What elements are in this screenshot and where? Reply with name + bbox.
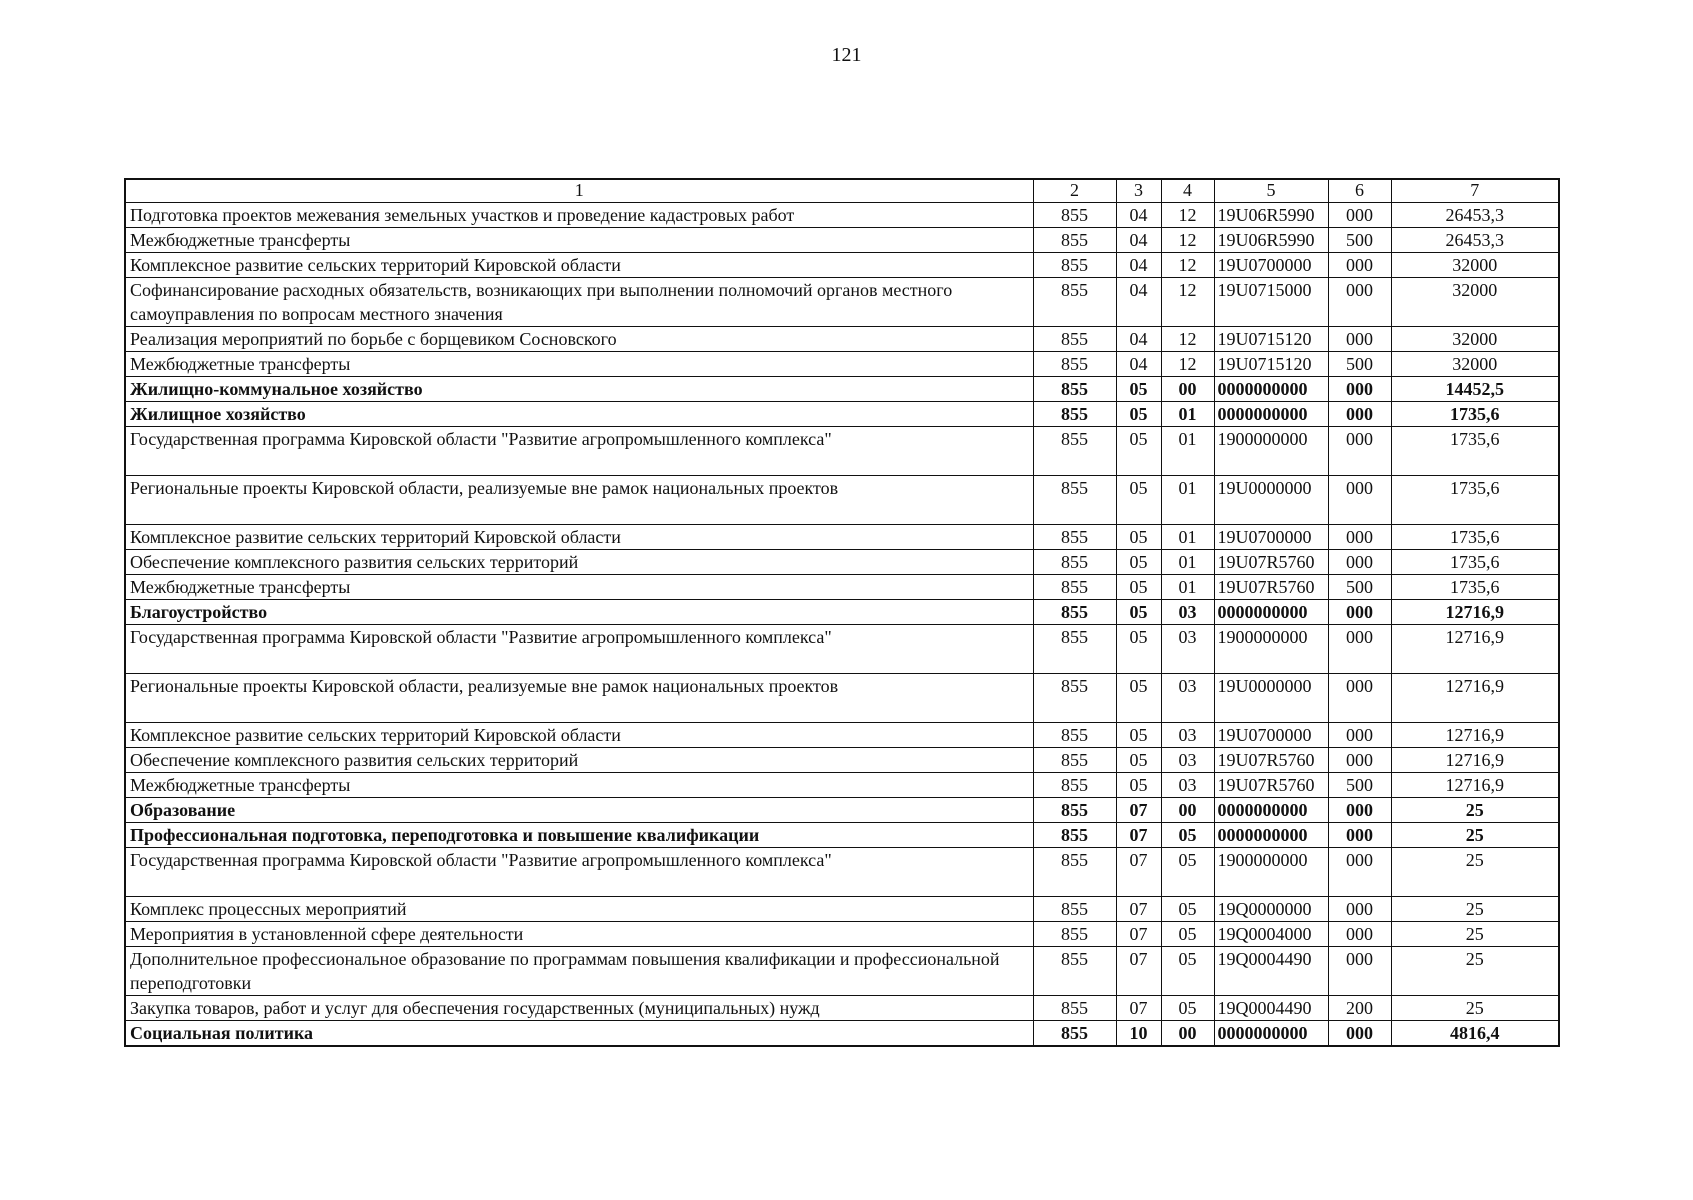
row-amount: 12716,9 [1391,625,1559,674]
header-col-7: 7 [1391,179,1559,203]
row-ministry-code: 855 [1033,848,1116,897]
row-name: Подготовка проектов межевания земельных участков и проведение кадастровых работ [125,203,1033,228]
row-amount: 1735,6 [1391,525,1559,550]
row-name: Государственная программа Кировской области "Развитие агропромышленного комплекса" [125,427,1033,476]
row-ministry-code: 855 [1033,600,1116,625]
row-expense-type-code: 000 [1328,427,1391,476]
row-section-code: 05 [1116,402,1161,427]
row-expense-type-code: 000 [1328,377,1391,402]
table-row [125,848,1559,897]
row-section-code: 04 [1116,278,1161,327]
table-row [125,600,1559,625]
row-expense-type-code: 000 [1328,402,1391,427]
row-amount: 1735,6 [1391,476,1559,525]
row-target-code: 19U0700000 [1214,253,1328,278]
row-expense-type-code: 500 [1328,773,1391,798]
row-target-code: 19U0715120 [1214,327,1328,352]
row-section-code: 07 [1116,848,1161,897]
row-target-code: 0000000000 [1214,823,1328,848]
table-row [125,798,1559,823]
row-section-code: 10 [1116,1021,1161,1047]
row-expense-type-code: 000 [1328,897,1391,922]
row-name: Обеспечение комплексного развития сельских территорий [125,550,1033,575]
row-amount: 25 [1391,947,1559,996]
row-ministry-code: 855 [1033,1021,1116,1047]
row-target-code: 19U0000000 [1214,674,1328,723]
row-ministry-code: 855 [1033,674,1116,723]
row-expense-type-code: 500 [1328,575,1391,600]
table-row [125,625,1559,674]
row-amount: 1735,6 [1391,550,1559,575]
table-row [125,352,1559,377]
row-name: Софинансирование расходных обязательств, возникающих при выполнении полномочий органов местного самоуправления по вопросам местного значения [125,278,1033,327]
row-name: Государственная программа Кировской области "Развитие агропромышленного комплекса" [125,625,1033,674]
row-amount: 25 [1391,848,1559,897]
row-section-code: 04 [1116,253,1161,278]
row-target-code: 19Q0004000 [1214,922,1328,947]
row-subsection-code: 03 [1161,773,1214,798]
row-ministry-code: 855 [1033,922,1116,947]
row-subsection-code: 00 [1161,377,1214,402]
row-ministry-code: 855 [1033,253,1116,278]
row-target-code: 19U07R5760 [1214,575,1328,600]
row-section-code: 05 [1116,550,1161,575]
row-expense-type-code: 000 [1328,947,1391,996]
table-row [125,228,1559,253]
row-target-code: 19U0700000 [1214,525,1328,550]
row-ministry-code: 855 [1033,625,1116,674]
row-ministry-code: 855 [1033,203,1116,228]
row-subsection-code: 12 [1161,352,1214,377]
row-expense-type-code: 000 [1328,723,1391,748]
row-expense-type-code: 000 [1328,1021,1391,1047]
row-expense-type-code: 000 [1328,748,1391,773]
table-row [125,377,1559,402]
row-section-code: 05 [1116,377,1161,402]
header-col-6: 6 [1328,179,1391,203]
row-subsection-code: 01 [1161,575,1214,600]
row-name: Межбюджетные трансферты [125,228,1033,253]
table-row [125,1021,1559,1047]
table-row [125,947,1559,996]
row-name: Дополнительное профессиональное образование по программам повышения квалификации и профессиональной переподготовки [125,947,1033,996]
row-target-code: 19U0715120 [1214,352,1328,377]
row-target-code: 0000000000 [1214,600,1328,625]
row-expense-type-code: 000 [1328,674,1391,723]
row-ministry-code: 855 [1033,947,1116,996]
row-section-code: 05 [1116,575,1161,600]
table-row [125,748,1559,773]
row-section-code: 05 [1116,723,1161,748]
row-ministry-code: 855 [1033,525,1116,550]
table-row [125,525,1559,550]
header-col-1: 1 [125,179,1033,203]
row-name: Региональные проекты Кировской области, реализуемые вне рамок национальных проектов [125,674,1033,723]
row-section-code: 04 [1116,203,1161,228]
row-amount: 12716,9 [1391,600,1559,625]
row-expense-type-code: 000 [1328,600,1391,625]
row-subsection-code: 05 [1161,947,1214,996]
row-expense-type-code: 000 [1328,823,1391,848]
row-ministry-code: 855 [1033,550,1116,575]
table-row [125,996,1559,1021]
row-name: Комплекс процессных мероприятий [125,897,1033,922]
row-subsection-code: 03 [1161,625,1214,674]
row-subsection-code: 03 [1161,600,1214,625]
row-target-code: 19Q0004490 [1214,947,1328,996]
row-subsection-code: 12 [1161,278,1214,327]
row-expense-type-code: 000 [1328,550,1391,575]
table-row [125,476,1559,525]
row-amount: 32000 [1391,327,1559,352]
header-row [125,179,1559,203]
row-expense-type-code: 000 [1328,798,1391,823]
row-section-code: 07 [1116,947,1161,996]
row-section-code: 07 [1116,996,1161,1021]
row-amount: 12716,9 [1391,674,1559,723]
row-name: Жилищное хозяйство [125,402,1033,427]
row-subsection-code: 05 [1161,823,1214,848]
row-subsection-code: 01 [1161,402,1214,427]
row-section-code: 05 [1116,427,1161,476]
row-amount: 32000 [1391,278,1559,327]
row-ministry-code: 855 [1033,897,1116,922]
row-target-code: 19U0715000 [1214,278,1328,327]
row-section-code: 05 [1116,748,1161,773]
row-target-code: 19U07R5760 [1214,550,1328,575]
table-row [125,402,1559,427]
row-amount: 1735,6 [1391,427,1559,476]
row-expense-type-code: 000 [1328,327,1391,352]
row-expense-type-code: 500 [1328,352,1391,377]
row-section-code: 07 [1116,823,1161,848]
row-subsection-code: 00 [1161,1021,1214,1047]
row-amount: 25 [1391,922,1559,947]
row-name: Профессиональная подготовка, переподготовка и повышение квалификации [125,823,1033,848]
row-amount: 25 [1391,897,1559,922]
row-target-code: 0000000000 [1214,798,1328,823]
row-amount: 1735,6 [1391,402,1559,427]
header-col-5: 5 [1214,179,1328,203]
row-amount: 12716,9 [1391,723,1559,748]
row-amount: 25 [1391,996,1559,1021]
row-subsection-code: 05 [1161,922,1214,947]
row-expense-type-code: 500 [1328,228,1391,253]
row-subsection-code: 12 [1161,327,1214,352]
row-section-code: 05 [1116,625,1161,674]
row-subsection-code: 01 [1161,476,1214,525]
table-row [125,897,1559,922]
row-target-code: 19Q0004490 [1214,996,1328,1021]
header-col-4: 4 [1161,179,1214,203]
row-expense-type-code: 000 [1328,848,1391,897]
row-section-code: 07 [1116,798,1161,823]
table-row [125,922,1559,947]
row-name: Комплексное развитие сельских территорий Кировской области [125,525,1033,550]
row-target-code: 19U0000000 [1214,476,1328,525]
row-subsection-code: 05 [1161,848,1214,897]
row-target-code: 19U0700000 [1214,723,1328,748]
row-subsection-code: 03 [1161,748,1214,773]
row-subsection-code: 01 [1161,525,1214,550]
row-expense-type-code: 000 [1328,476,1391,525]
row-target-code: 19U07R5760 [1214,773,1328,798]
row-name: Комплексное развитие сельских территорий Кировской области [125,723,1033,748]
table-row [125,550,1559,575]
row-target-code: 19U07R5760 [1214,748,1328,773]
row-name: Межбюджетные трансферты [125,352,1033,377]
row-amount: 14452,5 [1391,377,1559,402]
row-ministry-code: 855 [1033,402,1116,427]
row-ministry-code: 855 [1033,723,1116,748]
row-name: Образование [125,798,1033,823]
row-target-code: 19U06R5990 [1214,203,1328,228]
row-section-code: 05 [1116,600,1161,625]
table-row [125,674,1559,723]
table-row [125,575,1559,600]
row-subsection-code: 00 [1161,798,1214,823]
table-body [125,203,1559,1047]
row-amount: 1735,6 [1391,575,1559,600]
page-number: 121 [831,44,862,66]
table-row [125,823,1559,848]
row-ministry-code: 855 [1033,823,1116,848]
row-ministry-code: 855 [1033,773,1116,798]
row-name: Реализация мероприятий по борьбе с борщевиком Сосновского [125,327,1033,352]
row-target-code: 0000000000 [1214,1021,1328,1047]
row-expense-type-code: 000 [1328,922,1391,947]
table-row [125,278,1559,327]
row-section-code: 04 [1116,228,1161,253]
row-name: Мероприятия в установленной сфере деятельности [125,922,1033,947]
row-ministry-code: 855 [1033,427,1116,476]
row-target-code: 1900000000 [1214,625,1328,674]
budget-table [124,178,1560,1047]
row-subsection-code: 05 [1161,897,1214,922]
row-target-code: 19U06R5990 [1214,228,1328,253]
row-expense-type-code: 000 [1328,203,1391,228]
row-amount: 4816,4 [1391,1021,1559,1047]
row-section-code: 05 [1116,773,1161,798]
table-row [125,773,1559,798]
row-name: Межбюджетные трансферты [125,575,1033,600]
header-col-2: 2 [1033,179,1116,203]
row-ministry-code: 855 [1033,228,1116,253]
row-section-code: 05 [1116,525,1161,550]
row-name: Обеспечение комплексного развития сельских территорий [125,748,1033,773]
row-subsection-code: 05 [1161,996,1214,1021]
row-ministry-code: 855 [1033,996,1116,1021]
row-target-code: 1900000000 [1214,427,1328,476]
row-section-code: 05 [1116,674,1161,723]
row-section-code: 04 [1116,352,1161,377]
row-amount: 26453,3 [1391,228,1559,253]
table-row [125,327,1559,352]
row-subsection-code: 01 [1161,550,1214,575]
row-subsection-code: 03 [1161,674,1214,723]
row-ministry-code: 855 [1033,278,1116,327]
row-ministry-code: 855 [1033,327,1116,352]
header-col-3: 3 [1116,179,1161,203]
row-ministry-code: 855 [1033,352,1116,377]
row-section-code: 05 [1116,476,1161,525]
table-row [125,723,1559,748]
row-subsection-code: 03 [1161,723,1214,748]
row-amount: 32000 [1391,253,1559,278]
table-row [125,203,1559,228]
row-subsection-code: 01 [1161,427,1214,476]
row-name: Межбюджетные трансферты [125,773,1033,798]
row-section-code: 04 [1116,327,1161,352]
row-name: Благоустройство [125,600,1033,625]
row-amount: 12716,9 [1391,748,1559,773]
row-ministry-code: 855 [1033,748,1116,773]
row-amount: 25 [1391,823,1559,848]
row-name: Социальная политика [125,1021,1033,1047]
row-subsection-code: 12 [1161,253,1214,278]
row-name: Закупка товаров, работ и услуг для обеспечения государственных (муниципальных) нужд [125,996,1033,1021]
row-amount: 12716,9 [1391,773,1559,798]
row-amount: 32000 [1391,352,1559,377]
row-target-code: 0000000000 [1214,402,1328,427]
row-expense-type-code: 000 [1328,278,1391,327]
row-name: Жилищно-коммунальное хозяйство [125,377,1033,402]
row-ministry-code: 855 [1033,798,1116,823]
row-section-code: 07 [1116,897,1161,922]
row-ministry-code: 855 [1033,377,1116,402]
row-target-code: 19Q0000000 [1214,897,1328,922]
row-expense-type-code: 000 [1328,253,1391,278]
row-expense-type-code: 000 [1328,525,1391,550]
row-ministry-code: 855 [1033,575,1116,600]
row-target-code: 1900000000 [1214,848,1328,897]
row-name: Комплексное развитие сельских территорий Кировской области [125,253,1033,278]
row-subsection-code: 12 [1161,228,1214,253]
row-expense-type-code: 200 [1328,996,1391,1021]
row-amount: 26453,3 [1391,203,1559,228]
row-section-code: 07 [1116,922,1161,947]
row-ministry-code: 855 [1033,476,1116,525]
table-row [125,427,1559,476]
row-target-code: 0000000000 [1214,377,1328,402]
row-name: Региональные проекты Кировской области, реализуемые вне рамок национальных проектов [125,476,1033,525]
row-subsection-code: 12 [1161,203,1214,228]
row-name: Государственная программа Кировской области "Развитие агропромышленного комплекса" [125,848,1033,897]
row-expense-type-code: 000 [1328,625,1391,674]
row-amount: 25 [1391,798,1559,823]
table-row [125,253,1559,278]
